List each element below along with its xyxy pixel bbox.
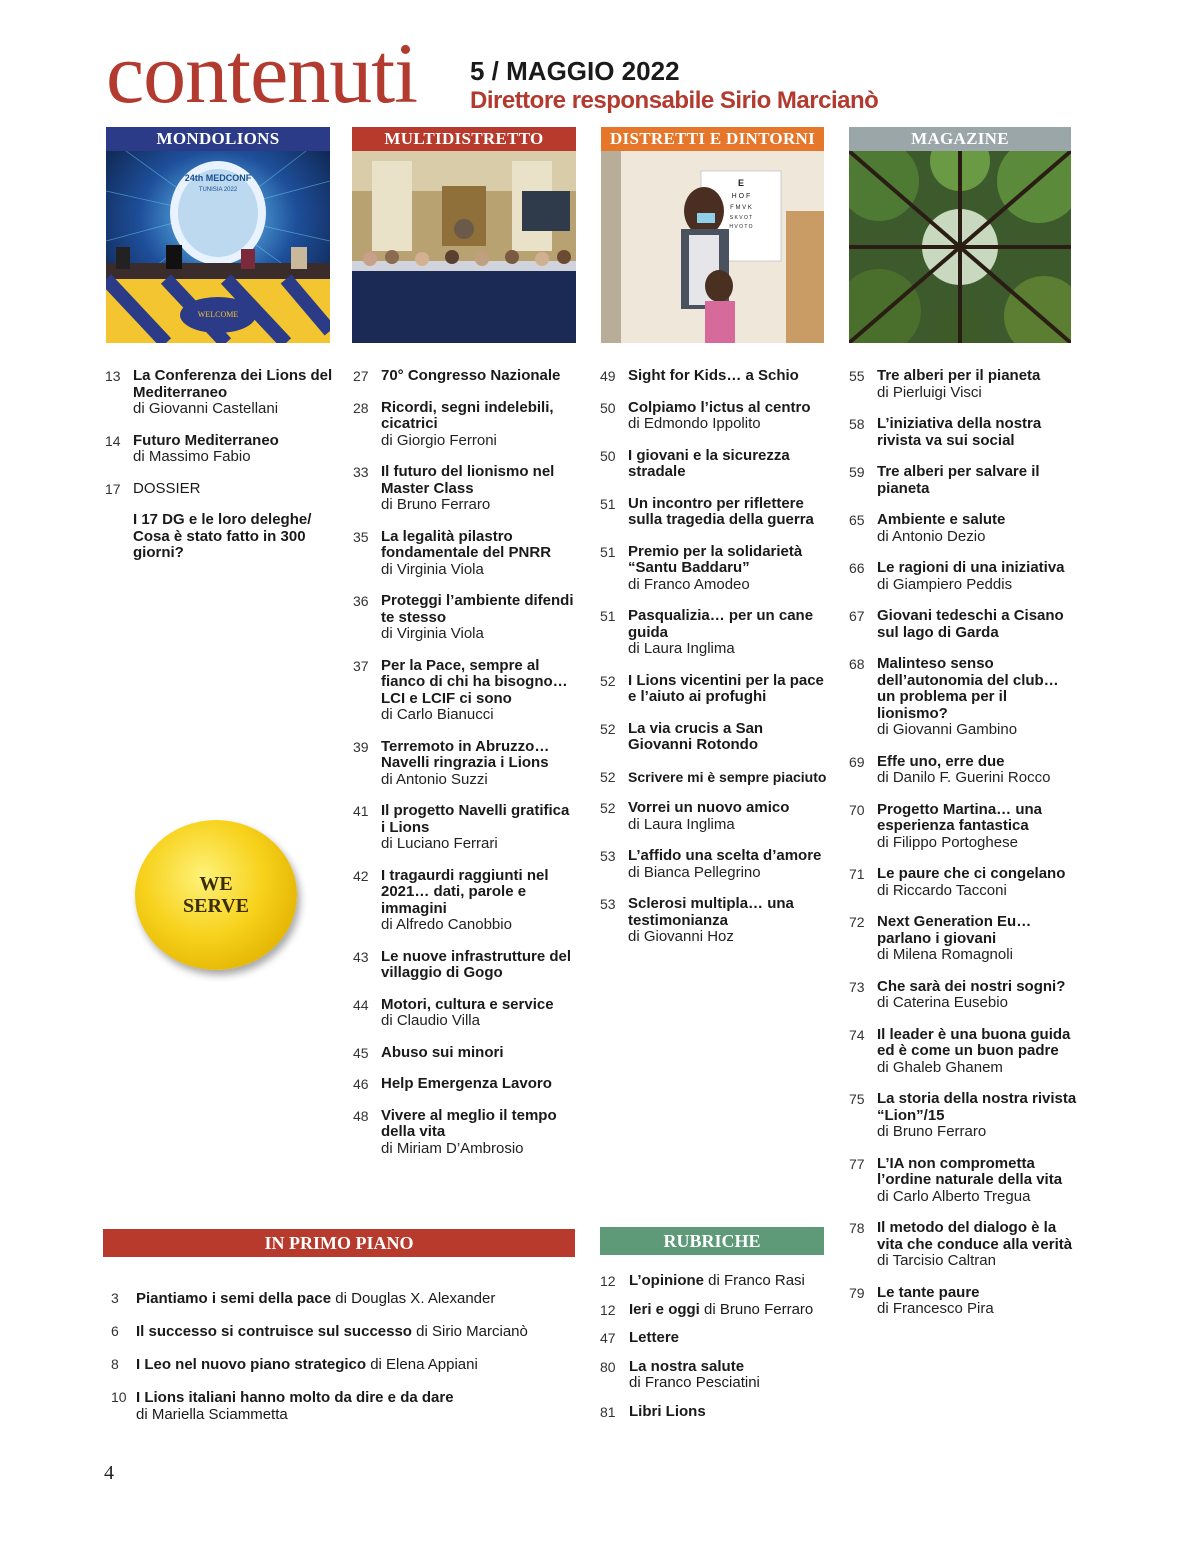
article-title: I tragaurdi raggiunti nel 2021… dati, parole e immagini bbox=[381, 866, 549, 917]
page-title: contenuti bbox=[106, 25, 418, 121]
toc-entry[interactable] bbox=[600, 544, 828, 594]
medconf-logo-text: 24th MEDCONF bbox=[184, 173, 252, 183]
article-title: Premio per la solidarietà “Santu Baddaru” bbox=[628, 542, 803, 576]
photo-trees bbox=[849, 151, 1071, 343]
toc-entry[interactable] bbox=[353, 593, 575, 643]
page-number: 36 bbox=[353, 593, 369, 609]
article-author: di Carlo Bianucci bbox=[381, 706, 494, 723]
toc-entry[interactable] bbox=[849, 1220, 1077, 1270]
toc-entry[interactable] bbox=[353, 1108, 575, 1158]
toc-column-distretti bbox=[600, 368, 828, 961]
article-title: Il progetto Navelli gratifica i Lions bbox=[381, 802, 570, 836]
article-author: di Giovanni Castellani bbox=[133, 400, 279, 417]
article-title: L’affido una scelta d’amore bbox=[628, 847, 822, 864]
article-title: Il successo si contruisce sul successo bbox=[136, 1323, 412, 1340]
page-number: 14 bbox=[105, 432, 121, 449]
badge-line-1: WE bbox=[199, 873, 233, 895]
toc-entry[interactable] bbox=[353, 368, 575, 385]
page-number: 52 bbox=[600, 800, 616, 816]
toc-entry[interactable] bbox=[849, 656, 1077, 739]
eye-chart-row-3: F M V K bbox=[730, 205, 752, 211]
toc-entry[interactable] bbox=[103, 1290, 575, 1307]
page-number: 45 bbox=[353, 1044, 369, 1061]
director-line: Direttore responsabile Sirio Marcianò bbox=[470, 87, 879, 114]
toc-entry[interactable] bbox=[849, 1091, 1077, 1141]
page-number: 48 bbox=[353, 1107, 369, 1124]
page-number: 71 bbox=[849, 866, 865, 882]
page-number: 67 bbox=[849, 608, 865, 624]
page-number: 51 bbox=[600, 608, 616, 624]
article-title: La via crucis a San Giovanni Rotondo bbox=[628, 719, 764, 753]
medconf-logo-subtext: TUNISIA 2022 bbox=[198, 187, 238, 193]
toc-entry[interactable] bbox=[849, 1027, 1077, 1077]
article-title: Help Emergenza Lavoro bbox=[381, 1075, 552, 1092]
article-title: Tre alberi per salvare il pianeta bbox=[877, 463, 1040, 497]
article-author: di Laura Inglima bbox=[628, 815, 735, 833]
article-author: di Virginia Viola bbox=[381, 560, 484, 578]
toc-entry[interactable] bbox=[600, 496, 828, 529]
eye-chart-row-2: H O F bbox=[731, 193, 751, 200]
toc-entry[interactable] bbox=[353, 868, 575, 934]
toc-entry[interactable] bbox=[353, 739, 575, 789]
page-number: 66 bbox=[849, 560, 865, 576]
article-author: di Luciano Ferrari bbox=[381, 835, 498, 852]
page-number: 80 bbox=[600, 1358, 616, 1375]
article-author: di Franco Amodeo bbox=[628, 575, 750, 593]
article-author: di Bruno Ferraro bbox=[381, 496, 491, 513]
article-author: di Laura Inglima bbox=[628, 640, 735, 657]
toc-entry[interactable] bbox=[600, 848, 828, 881]
toc-entry[interactable] bbox=[105, 433, 340, 466]
toc-entry[interactable] bbox=[600, 769, 828, 786]
article-title: L’iniziativa della nostra rivista va sui social bbox=[877, 415, 1042, 449]
page-number: 75 bbox=[849, 1091, 865, 1107]
page-number: 51 bbox=[600, 495, 616, 512]
page-number: 43 bbox=[353, 948, 369, 965]
page-number: 65 bbox=[849, 512, 865, 528]
article-author: di Douglas X. Alexander bbox=[335, 1290, 496, 1307]
page-number: 41 bbox=[353, 803, 369, 819]
article-author: di Miriam D’Ambrosio bbox=[381, 1139, 524, 1157]
article-author: di Danilo F. Guerini Rocco bbox=[877, 769, 1051, 786]
toc-entry[interactable] bbox=[849, 512, 1077, 545]
article-author: di Claudio Villa bbox=[381, 1012, 480, 1029]
article-author: di Bruno Ferraro bbox=[877, 1123, 987, 1140]
page-number: 8 bbox=[111, 1356, 119, 1372]
toc-entry[interactable] bbox=[849, 1285, 1077, 1318]
badge-line-2: SERVE bbox=[183, 895, 249, 917]
article-author: di Giorgio Ferroni bbox=[381, 431, 497, 449]
page-number: 3 bbox=[111, 1290, 119, 1306]
photo-sight-for-kids bbox=[601, 151, 824, 343]
article-title: L’IA non comprometta l’ordine naturale della vita bbox=[877, 1154, 1063, 1188]
toc-entry[interactable] bbox=[849, 802, 1077, 852]
section-heading-mondolions: MONDOLIONS bbox=[106, 127, 330, 151]
article-author: di Bianca Pellegrino bbox=[628, 863, 761, 881]
section-heading-magazine: MAGAZINE bbox=[849, 127, 1071, 151]
page-number: 39 bbox=[353, 738, 369, 755]
article-title: Terremoto in Abruzzo… Navelli ringrazia i Lions bbox=[381, 737, 550, 771]
eye-chart-row-4: S K V O T bbox=[729, 215, 753, 221]
toc-entry[interactable] bbox=[600, 673, 828, 706]
article-title: La Conferenza dei Lions del Mediterraneo bbox=[133, 367, 333, 401]
toc-entry[interactable] bbox=[849, 1156, 1077, 1206]
page-number: 12 bbox=[600, 1301, 616, 1318]
article-title: Giovani tedeschi a Cisano sul lago di Garda bbox=[877, 607, 1064, 641]
page-number: 6 bbox=[111, 1323, 119, 1339]
article-author: di Riccardo Tacconi bbox=[877, 881, 1007, 899]
article-title: Le tante paure bbox=[877, 1283, 980, 1301]
section-heading-distretti: DISTRETTI E DINTORNI bbox=[601, 127, 824, 151]
toc-entry[interactable] bbox=[353, 529, 575, 579]
toc-entry[interactable] bbox=[849, 368, 1077, 401]
page-number: 68 bbox=[849, 656, 865, 672]
toc-entry[interactable] bbox=[353, 464, 575, 514]
toc-entry[interactable] bbox=[600, 1330, 830, 1347]
toc-entry[interactable] bbox=[600, 1273, 830, 1290]
article-author: di Virginia Viola bbox=[381, 625, 484, 642]
article-title: Abuso sui minori bbox=[381, 1043, 504, 1061]
toc-entry[interactable] bbox=[105, 512, 340, 562]
article-author: di Giovanni Gambino bbox=[877, 721, 1018, 738]
article-title: 70° Congresso Nazionale bbox=[381, 367, 561, 384]
page-number: 81 bbox=[600, 1403, 616, 1420]
article-author: di Filippo Portoghese bbox=[877, 833, 1018, 851]
toc-entry[interactable] bbox=[353, 949, 575, 982]
page-number: 52 bbox=[600, 720, 616, 737]
article-title: I 17 DG e le loro deleghe/ Cosa è stato fatto in 300 giorni? bbox=[133, 511, 312, 561]
page-number: 50 bbox=[600, 447, 616, 464]
toc-entry[interactable] bbox=[600, 1404, 830, 1421]
article-title: Le paure che ci congelano bbox=[877, 865, 1066, 882]
toc-entry[interactable] bbox=[600, 721, 828, 754]
photo-medconf bbox=[106, 151, 330, 343]
toc-entry[interactable] bbox=[103, 1389, 575, 1423]
page-number: 78 bbox=[849, 1220, 865, 1236]
toc-entry[interactable] bbox=[849, 608, 1077, 641]
article-title: Le nuove infrastrutture del villaggio di Gogo bbox=[381, 947, 572, 981]
article-title: Pasqualizia… per un cane guida bbox=[628, 607, 814, 641]
page-number: 28 bbox=[353, 399, 369, 416]
article-title: Lettere bbox=[629, 1329, 680, 1346]
article-author: di Tarcisio Caltran bbox=[877, 1252, 996, 1269]
article-title: Proteggi l’ambiente difendi te stesso bbox=[381, 592, 574, 626]
in-primo-piano-list bbox=[103, 1290, 575, 1439]
page-number: 74 bbox=[849, 1026, 865, 1043]
page-number: 37 bbox=[353, 657, 369, 674]
article-title: Vorrei un nuovo amico bbox=[628, 799, 790, 816]
article-title: Motori, cultura e service bbox=[381, 995, 554, 1013]
toc-entry[interactable] bbox=[353, 997, 575, 1030]
page-number: 52 bbox=[600, 672, 616, 689]
article-title: Il leader è una buona guida ed è come un buon padre bbox=[877, 1025, 1071, 1059]
article-title: Libri Lions bbox=[629, 1402, 706, 1420]
page-number: 77 bbox=[849, 1155, 865, 1172]
page-number: 17 bbox=[105, 480, 121, 497]
article-author: di Alfredo Canobbio bbox=[381, 916, 512, 933]
toc-entry[interactable] bbox=[103, 1323, 575, 1340]
article-title: Il metodo del dialogo è la vita che conduce alla verità bbox=[877, 1219, 1073, 1253]
toc-column-mondolions bbox=[105, 368, 340, 577]
page-number: 52 bbox=[600, 768, 616, 785]
toc-entry[interactable] bbox=[353, 803, 575, 853]
page-number: 72 bbox=[849, 914, 865, 930]
article-title: I Leo nel nuovo piano strategico bbox=[136, 1356, 367, 1373]
article-title: La storia della nostra rivista “Lion”/15 bbox=[877, 1090, 1077, 1124]
toc-entry[interactable] bbox=[600, 896, 828, 946]
we-serve-badge bbox=[135, 820, 297, 970]
article-title: L’opinione bbox=[629, 1272, 704, 1289]
article-title: Futuro Mediterraneo bbox=[133, 431, 279, 449]
issue-date: 5 / MAGGIO 2022 bbox=[470, 56, 680, 86]
section-heading-rubriche: RUBRICHE bbox=[600, 1227, 824, 1255]
toc-column-magazine bbox=[849, 368, 1077, 1333]
article-author: di Milena Romagnoli bbox=[877, 946, 1013, 963]
toc-entry[interactable] bbox=[600, 368, 828, 385]
page-number: 53 bbox=[600, 896, 616, 912]
page-number: 13 bbox=[105, 368, 121, 384]
page-number: 55 bbox=[849, 368, 865, 384]
toc-entry[interactable] bbox=[600, 1359, 830, 1392]
article-title: Il futuro del lionismo nel Master Class bbox=[381, 463, 555, 497]
page-number: 59 bbox=[849, 464, 865, 480]
article-author: di Edmondo Ippolito bbox=[628, 415, 761, 432]
toc-entry[interactable] bbox=[105, 481, 340, 498]
page-number: 58 bbox=[849, 416, 865, 432]
article-author: di Caterina Eusebio bbox=[877, 994, 1008, 1011]
page-number: 79 bbox=[849, 1284, 865, 1301]
article-author: di Sirio Marcianò bbox=[416, 1323, 528, 1340]
article-title: Per la Pace, sempre al fianco di chi ha bisogno… LCI e LCIF ci sono bbox=[381, 656, 568, 707]
eye-chart-row-5: H V O T O bbox=[729, 224, 753, 230]
toc-entry[interactable] bbox=[849, 979, 1077, 1012]
article-author: di Mariella Sciammetta bbox=[136, 1406, 288, 1423]
article-author: di Giovanni Hoz bbox=[628, 928, 734, 945]
eye-chart-row-1: E bbox=[737, 178, 745, 188]
toc-entry[interactable] bbox=[600, 448, 828, 481]
article-author: di Bruno Ferraro bbox=[704, 1300, 814, 1318]
article-title: Sclerosi multipla… una testimonianza bbox=[628, 895, 794, 929]
page-number: 46 bbox=[353, 1076, 369, 1092]
toc-entry[interactable] bbox=[849, 416, 1077, 449]
toc-column-multidistretto bbox=[353, 368, 575, 1172]
article-title: I Lions vicentini per la pace e l’aiuto ai profughi bbox=[628, 671, 824, 705]
toc-entry[interactable] bbox=[849, 754, 1077, 787]
page-number: 42 bbox=[353, 867, 369, 884]
photo-congress bbox=[352, 151, 576, 343]
page-number: 70 bbox=[849, 801, 865, 818]
article-title: I giovani e la sicurezza stradale bbox=[628, 446, 790, 480]
article-title: I Lions italiani hanno molto da dire e da dare bbox=[136, 1389, 454, 1406]
toc-entry[interactable] bbox=[600, 800, 828, 833]
toc-entry[interactable] bbox=[353, 400, 575, 450]
article-title: Vivere al meglio il tempo della vita bbox=[381, 1106, 557, 1140]
article-title: Ambiente e salute bbox=[877, 511, 1006, 528]
article-title: Scrivere mi è sempre piaciuto bbox=[628, 768, 827, 785]
article-title: Un incontro per riflettere sulla tragedia della guerra bbox=[628, 494, 814, 528]
article-title: Tre alberi per il pianeta bbox=[877, 367, 1041, 384]
toc-entry[interactable] bbox=[353, 1045, 575, 1062]
section-heading-in-primo-piano: IN PRIMO PIANO bbox=[103, 1229, 575, 1257]
article-author: di Francesco Pira bbox=[877, 1300, 994, 1317]
page-number: 50 bbox=[600, 399, 616, 416]
page-number: 35 bbox=[353, 528, 369, 545]
article-title: Piantiamo i semi della pace bbox=[136, 1290, 332, 1307]
toc-entry[interactable] bbox=[600, 1302, 830, 1319]
page-number: 53 bbox=[600, 848, 616, 864]
toc-entry[interactable] bbox=[353, 1076, 575, 1093]
page-number: 44 bbox=[353, 996, 369, 1013]
toc-entry[interactable] bbox=[103, 1356, 575, 1373]
article-author: di Elena Appiani bbox=[370, 1356, 478, 1373]
toc-entry[interactable] bbox=[600, 608, 828, 658]
page-number: 47 bbox=[600, 1330, 616, 1346]
article-author: di Pierluigi Visci bbox=[877, 383, 982, 401]
page-number: 69 bbox=[849, 753, 865, 770]
page-number: 73 bbox=[849, 978, 865, 995]
article-title: Next Generation Eu… parlano i giovani bbox=[877, 913, 1032, 947]
article-author: di Franco Pesciatini bbox=[629, 1374, 760, 1391]
page-number: 49 bbox=[600, 368, 616, 384]
page-number: 33 bbox=[353, 464, 369, 480]
article-title: Ricordi, segni indelebili, cicatrici bbox=[381, 398, 554, 432]
page-folio: 4 bbox=[104, 1462, 114, 1484]
page-number: 27 bbox=[353, 368, 369, 384]
article-title: Che sarà dei nostri sogni? bbox=[877, 977, 1066, 995]
toc-entry[interactable] bbox=[849, 464, 1077, 497]
page-number: 51 bbox=[600, 543, 616, 560]
toc-entry[interactable] bbox=[849, 560, 1077, 593]
toc-entry[interactable] bbox=[600, 400, 828, 433]
page-number: 10 bbox=[111, 1389, 127, 1405]
rubriche-list bbox=[600, 1273, 830, 1432]
article-title: La legalità pilastro fondamentale del PNRR bbox=[381, 527, 552, 561]
article-author: di Franco Rasi bbox=[708, 1272, 805, 1289]
article-title: Le ragioni di una iniziativa bbox=[877, 559, 1065, 576]
article-title: Sight for Kids… a Schio bbox=[628, 367, 799, 384]
article-author: di Carlo Alberto Tregua bbox=[877, 1187, 1031, 1205]
toc-entry[interactable] bbox=[849, 914, 1077, 964]
page-number: 12 bbox=[600, 1273, 616, 1289]
welcome-banner-text: WELCOME bbox=[197, 310, 239, 319]
article-title: Malinteso senso dell’autonomia del club… un problema per il lionismo? bbox=[877, 655, 1059, 722]
article-author: di Antonio Dezio bbox=[877, 527, 986, 545]
article-author: di Antonio Suzzi bbox=[381, 770, 488, 788]
article-title: La nostra salute bbox=[629, 1357, 745, 1375]
article-title: Colpiamo l’ictus al centro bbox=[628, 398, 811, 416]
article-title: Effe uno, erre due bbox=[877, 752, 1005, 770]
article-title: Ieri e oggi bbox=[629, 1300, 700, 1318]
article-author: di Massimo Fabio bbox=[133, 448, 251, 465]
toc-entry[interactable] bbox=[353, 658, 575, 724]
article-author: di Giampiero Peddis bbox=[877, 575, 1013, 593]
toc-entry[interactable] bbox=[105, 368, 340, 418]
article-title: Progetto Martina… una esperienza fantastica bbox=[877, 800, 1043, 834]
dossier-label: DOSSIER bbox=[133, 479, 201, 497]
toc-entry[interactable] bbox=[849, 866, 1077, 899]
article-author: di Ghaleb Ghanem bbox=[877, 1058, 1003, 1076]
section-heading-multidistretto: MULTIDISTRETTO bbox=[352, 127, 576, 151]
